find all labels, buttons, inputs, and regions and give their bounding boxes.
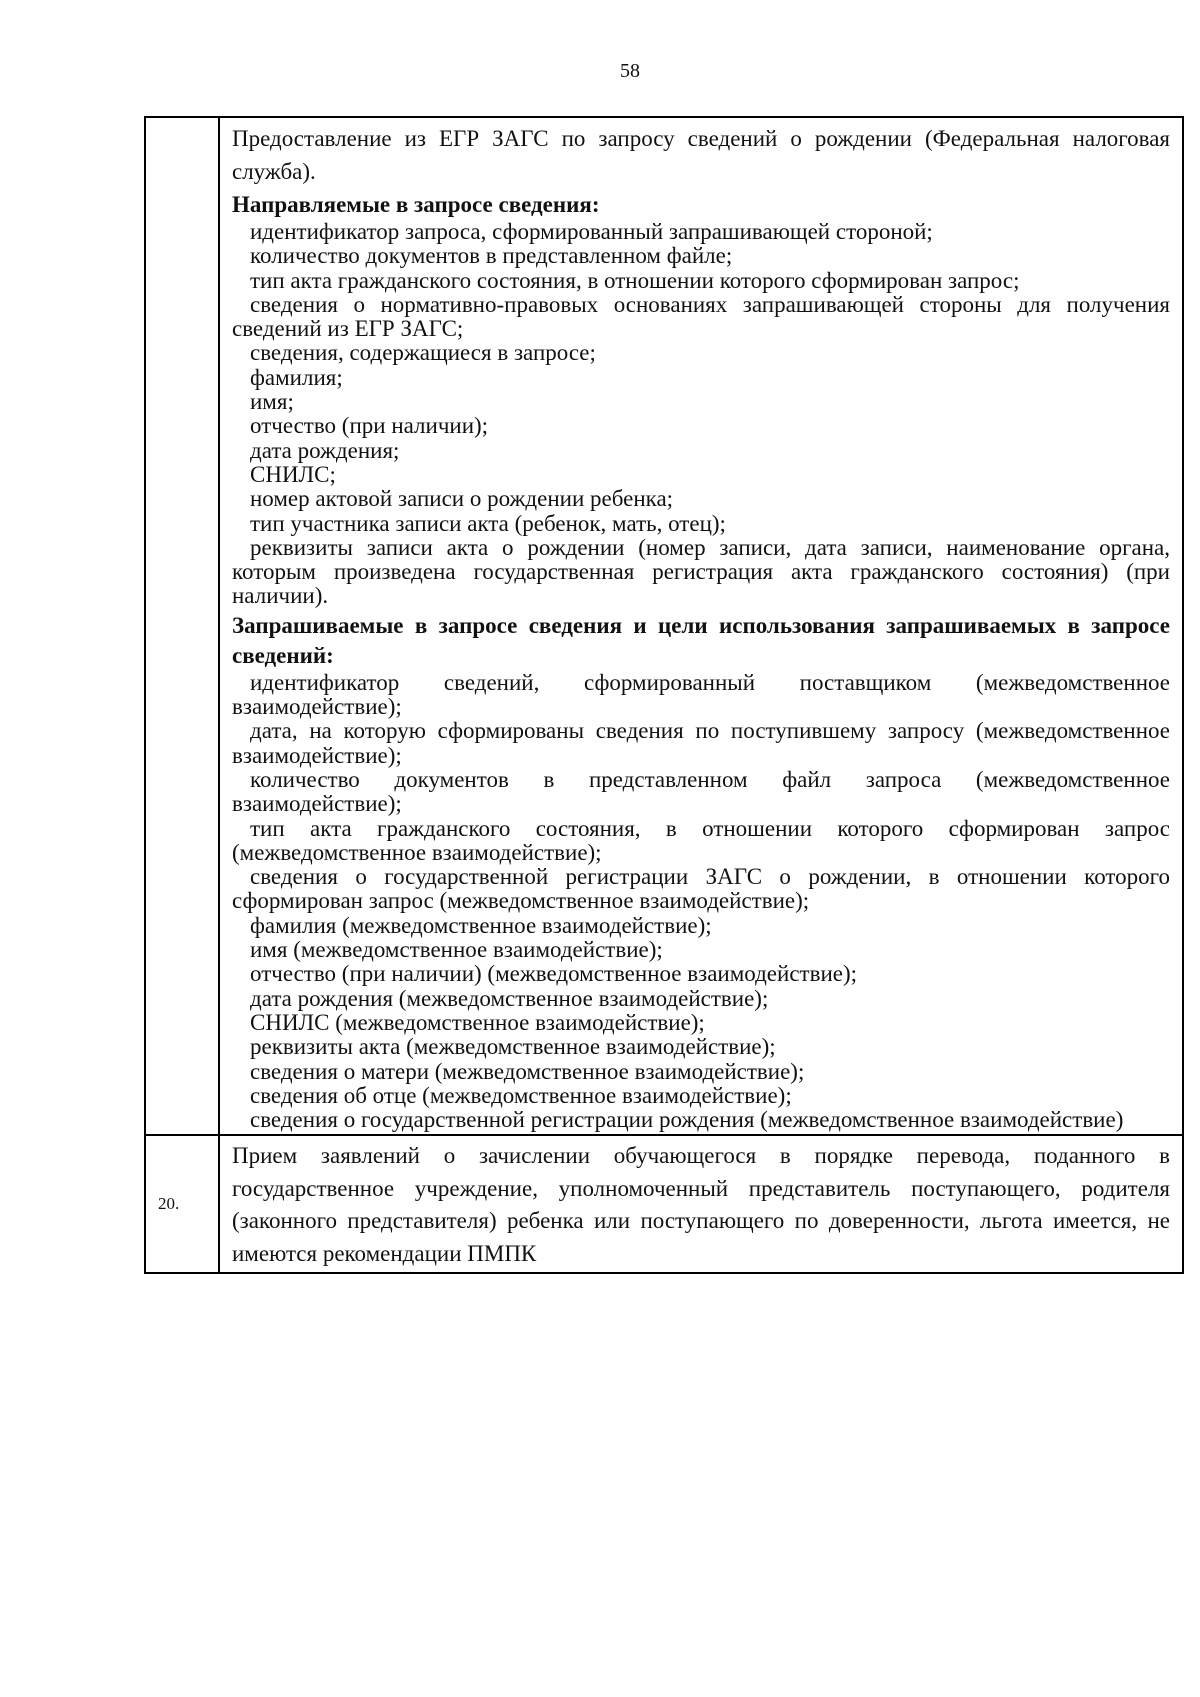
list-item: реквизиты записи акта о рождении (номер записи, дата записи, наименование органа, которым произведена государственная регистрация акта гражданского состояния) (при наличии). xyxy=(232,534,1170,609)
row-content-cell xyxy=(219,117,1183,1135)
list-item: количество документов в представленном файл запроса (межведомственное взаимодействие); xyxy=(232,766,1170,817)
list-item: имя; xyxy=(250,389,294,415)
list-item: сведения о матери (межведомственное взаимодействие); xyxy=(250,1058,805,1084)
list-item: дата рождения; xyxy=(250,437,400,463)
service-title: Предоставление из ЕГР ЗАГС по запросу сведений о рождении (Федеральная налоговая служба). xyxy=(232,126,1170,184)
row-number: 20. xyxy=(158,1194,180,1214)
list-item: тип акта гражданского состояния, в отношении которого сформирован запрос (межведомственное взаимодействие); xyxy=(232,815,1170,865)
list-item: сведения, содержащиеся в запросе; xyxy=(250,340,596,366)
list-item: количество документов в представленном файле; xyxy=(250,243,733,269)
table-row xyxy=(145,117,1183,1135)
services-table xyxy=(144,116,1184,1274)
list-item: фамилия; xyxy=(250,364,343,390)
list-item: тип участника записи акта (ребенок, мать, отец); xyxy=(250,510,726,536)
list-item: идентификатор сведений, сформированный поставщиком (межведомственное взаимодействие); xyxy=(232,669,1170,720)
list-item: СНИЛС (межведомственное взаимодействие); xyxy=(250,1009,705,1035)
list-item: сведения о нормативно-правовых основаниях запрашивающей стороны для получения сведений из ЕГР ЗАГС; xyxy=(232,291,1170,342)
list-item: реквизиты акта (межведомственное взаимодействие); xyxy=(250,1034,776,1060)
list-item: имя (межведомственное взаимодействие); xyxy=(250,937,663,963)
list-item: сведения о государственной регистрации рождения (межведомственное взаимодействие) xyxy=(250,1107,1124,1133)
list-item: дата рождения (межведомственное взаимодействие); xyxy=(250,985,769,1011)
sent-data-list xyxy=(232,220,1170,609)
row-number-cell xyxy=(145,1135,219,1273)
sent-data-heading: Направляемые в запросе сведения: xyxy=(232,192,600,217)
requested-data-heading: Запрашиваемые в запросе сведения и цели использования запрашиваемых в запросе сведений: xyxy=(232,612,1170,668)
list-item: тип акта гражданского состояния, в отношении которого сформирован запрос; xyxy=(250,267,1020,293)
row-number-cell xyxy=(145,117,219,1135)
service-title: Прием заявлений о зачислении обучающегося в порядке перевода, поданного в государственное учреждение, уполномоченный представитель поступающего, родителя (законного представителя) ребенка или поступающего по доверенности, льгота имеется, не имеются рекомендации ПМПК xyxy=(232,1143,1170,1266)
row-content-cell xyxy=(219,1135,1183,1273)
list-item: отчество (при наличии); xyxy=(250,413,489,439)
list-item: идентификатор запроса, сформированный запрашивающей стороной; xyxy=(250,219,933,244)
list-item: фамилия (межведомственное взаимодействие); xyxy=(250,912,712,938)
requested-data-list xyxy=(232,671,1170,1133)
list-item: сведения о государственной регистрации ЗАГС о рождении, в отношении которого сформирован запрос (межведомственное взаимодействие); xyxy=(232,864,1170,914)
list-item: сведения об отце (межведомственное взаимодействие); xyxy=(250,1082,792,1108)
list-item: СНИЛС; xyxy=(250,461,336,487)
table-row xyxy=(145,1135,1183,1273)
page-number: 58 xyxy=(620,60,640,82)
list-item: номер актовой записи о рождении ребенка; xyxy=(250,486,674,512)
list-item: дата, на которую сформированы сведения по поступившему запросу (межведомственное взаимодействие); xyxy=(232,718,1170,768)
list-item: отчество (при наличии) (межведомственное взаимодействие); xyxy=(250,961,858,987)
